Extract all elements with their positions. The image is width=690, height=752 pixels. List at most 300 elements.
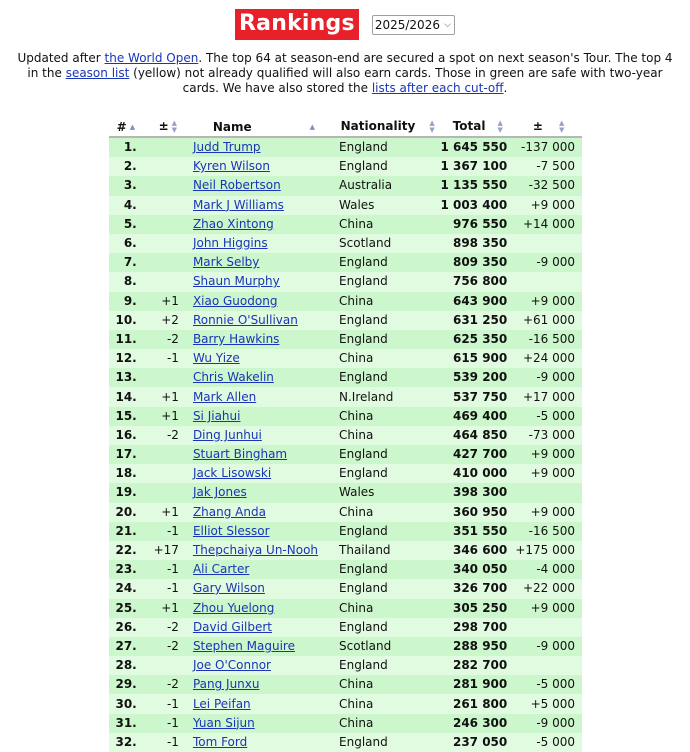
rank-position-cell: [109, 560, 143, 579]
player-name-cell: [193, 292, 335, 311]
points-diff: [515, 483, 582, 502]
total-points: 469 400: [440, 407, 515, 426]
player-nationality: China: [335, 407, 440, 426]
player-name-cell: [193, 234, 335, 253]
player-nationality: England: [335, 368, 440, 387]
rank-position-cell: [109, 445, 143, 464]
rank-position: 8.: [123, 274, 137, 289]
player-nationality: China: [335, 426, 440, 445]
total-points: 427 700: [440, 445, 515, 464]
rank-position: 29.: [115, 677, 137, 692]
player-name-cell: [193, 714, 335, 733]
player-name-link[interactable]: Mark Selby: [192, 255, 260, 270]
table-header-row: [109, 117, 582, 137]
rank-change: -2: [143, 618, 193, 637]
column-header-name[interactable]: [193, 117, 335, 137]
column-header-label: Nationality: [340, 119, 416, 134]
rank-position: 2.: [123, 159, 137, 174]
table-row: [109, 349, 582, 368]
rank-change: -1: [143, 522, 193, 541]
rank-position: 22.: [115, 543, 137, 558]
rank-position-cell: [109, 407, 143, 426]
rank-position-cell: [109, 464, 143, 483]
rank-position: 11.: [115, 331, 137, 346]
column-header-nationality[interactable]: [335, 117, 440, 137]
points-diff: [515, 272, 582, 291]
player-name-link[interactable]: Jak Jones: [192, 485, 247, 500]
rank-change: -2: [143, 675, 193, 694]
table-row: [109, 445, 582, 464]
player-nationality: Thailand: [335, 541, 440, 560]
player-name-cell: [193, 579, 335, 598]
points-diff: -5 000: [515, 733, 582, 752]
player-nationality: England: [335, 272, 440, 291]
rank-position-cell: [109, 196, 143, 215]
table-row: [109, 426, 582, 445]
player-name-link[interactable]: Mark Allen: [192, 389, 257, 404]
sort-both-icon: ▲ ▼: [558, 118, 565, 134]
player-nationality: England: [335, 656, 440, 675]
player-name-cell: [193, 483, 335, 502]
total-points: 1 645 550: [440, 137, 515, 157]
player-nationality: England: [335, 311, 440, 330]
column-header-total[interactable]: [440, 117, 515, 137]
rank-position-cell: [109, 311, 143, 330]
total-points: 898 350: [440, 234, 515, 253]
total-points: 346 600: [440, 541, 515, 560]
player-name-cell: [193, 349, 335, 368]
column-header-label: ±: [158, 119, 169, 134]
player-nationality: England: [335, 445, 440, 464]
table-row: [109, 522, 582, 541]
player-name-link[interactable]: Barry Hawkins: [192, 331, 280, 346]
rank-position: 10.: [115, 312, 137, 327]
total-points: 305 250: [440, 599, 515, 618]
player-name-cell: [193, 407, 335, 426]
points-diff: -16 500: [515, 330, 582, 349]
player-nationality: England: [335, 137, 440, 157]
chevron-down-icon: ⌵: [444, 19, 451, 30]
points-diff: [515, 656, 582, 675]
table-row: [109, 694, 582, 713]
rank-position-cell: [109, 387, 143, 406]
points-diff: +61 000: [515, 311, 582, 330]
rank-position-cell: [109, 503, 143, 522]
player-name-link[interactable]: David Gilbert: [192, 619, 273, 634]
player-nationality: England: [335, 157, 440, 176]
rank-position-cell: [109, 599, 143, 618]
player-name-cell: [193, 157, 335, 176]
points-diff: -9 000: [515, 253, 582, 272]
column-header-label: Name: [212, 119, 252, 134]
player-nationality: China: [335, 292, 440, 311]
rank-change: +1: [143, 503, 193, 522]
table-row: [109, 292, 582, 311]
total-points: 261 800: [440, 694, 515, 713]
table-row: [109, 714, 582, 733]
player-name-link[interactable]: Zhang Anda: [192, 504, 266, 519]
player-name-cell: [193, 599, 335, 618]
column-header-label: #: [116, 119, 127, 134]
table-row: [109, 272, 582, 291]
rank-change: [143, 272, 193, 291]
rank-position: 13.: [115, 370, 137, 385]
points-diff: +5 000: [515, 694, 582, 713]
table-row: [109, 579, 582, 598]
player-name-link[interactable]: Tom Ford: [192, 734, 248, 749]
total-points: 625 350: [440, 330, 515, 349]
rank-position: 31.: [115, 715, 137, 730]
player-name-link[interactable]: Shaun Murphy: [192, 274, 280, 289]
page-title: Rankings: [235, 9, 359, 40]
rank-position: 30.: [115, 696, 137, 711]
table-row: [109, 137, 582, 157]
player-name-link[interactable]: Chris Wakelin: [192, 370, 274, 385]
rank-change: -1: [143, 349, 193, 368]
player-name-link[interactable]: Kyren Wilson: [192, 159, 270, 174]
rank-change: [143, 176, 193, 195]
rank-position-cell: [109, 733, 143, 752]
rank-position-cell: [109, 522, 143, 541]
total-points: 539 200: [440, 368, 515, 387]
rank-position: 26.: [115, 619, 137, 634]
player-nationality: England: [335, 253, 440, 272]
player-nationality: China: [335, 503, 440, 522]
points-diff: [515, 618, 582, 637]
player-nationality: China: [335, 714, 440, 733]
player-nationality: China: [335, 694, 440, 713]
rank-change: [143, 196, 193, 215]
player-name-link[interactable]: Jack Lisowski: [192, 466, 272, 481]
player-name-link[interactable]: Zhou Yuelong: [192, 600, 275, 615]
points-diff: -5 000: [515, 407, 582, 426]
rank-position-cell: [109, 714, 143, 733]
table-row: [109, 196, 582, 215]
player-nationality: N.Ireland: [335, 387, 440, 406]
player-name-cell: [193, 503, 335, 522]
rank-position: 16.: [115, 427, 137, 442]
player-name-link[interactable]: Thepchaiya Un-Nooh: [192, 543, 319, 558]
rank-position: 19.: [115, 485, 137, 500]
player-name-link[interactable]: Ronnie O'Sullivan: [192, 312, 298, 327]
table-row: [109, 541, 582, 560]
rank-change: -1: [143, 579, 193, 598]
points-diff: +24 000: [515, 349, 582, 368]
total-points: 282 700: [440, 656, 515, 675]
total-points: 1 135 550: [440, 176, 515, 195]
rank-change: [143, 157, 193, 176]
player-name-link[interactable]: Gary Wilson: [192, 581, 265, 596]
rank-position-cell: [109, 330, 143, 349]
rank-change: [143, 234, 193, 253]
points-diff: -73 000: [515, 426, 582, 445]
table-row: [109, 311, 582, 330]
points-diff: +14 000: [515, 215, 582, 234]
player-name-link[interactable]: Elliot Slessor: [192, 523, 270, 538]
player-name-link[interactable]: Neil Robertson: [192, 178, 281, 193]
rank-position-cell: [109, 272, 143, 291]
rank-position: 25.: [115, 600, 137, 615]
intro-text-part: (yellow) not already qualified will also earn cards. Those in green are safe with two-year cards. We have also stored the: [129, 66, 663, 95]
rank-change: [143, 368, 193, 387]
sort-both-icon: ▲ ▼: [497, 118, 503, 134]
rank-position-cell: [109, 637, 143, 656]
season-select-value: 2025/2026: [374, 17, 440, 32]
rank-change: -2: [143, 330, 193, 349]
sort-both-icon: ▲ ▼: [429, 118, 435, 134]
player-name-cell: [193, 253, 335, 272]
points-diff: -7 500: [515, 157, 582, 176]
player-name-cell: [193, 694, 335, 713]
player-nationality: England: [335, 618, 440, 637]
points-diff: -32 500: [515, 176, 582, 195]
rank-change: +1: [143, 407, 193, 426]
table-row: [109, 330, 582, 349]
player-name-link[interactable]: Ali Carter: [192, 562, 250, 577]
total-points: 410 000: [440, 464, 515, 483]
points-diff: -137 000: [515, 137, 582, 157]
rank-position: 14.: [115, 389, 137, 404]
points-diff: -16 500: [515, 522, 582, 541]
points-diff: [515, 234, 582, 253]
player-name-cell: [193, 330, 335, 349]
player-name-link[interactable]: Joe O'Connor: [192, 658, 271, 673]
player-name-link[interactable]: Stephen Maguire: [192, 638, 295, 653]
rank-position: 9.: [123, 293, 137, 308]
player-nationality: China: [335, 599, 440, 618]
rank-position-cell: [109, 675, 143, 694]
rank-position-cell: [109, 176, 143, 195]
player-nationality: Wales: [335, 196, 440, 215]
points-diff: -4 000: [515, 560, 582, 579]
player-nationality: Scotland: [335, 637, 440, 656]
intro-text-part: . The top 64 at season-end are secured a spot on next season's Tour. The top 4 in the: [27, 51, 673, 80]
total-points: 756 800: [440, 272, 515, 291]
total-points: 360 950: [440, 503, 515, 522]
player-name-link[interactable]: Stuart Bingham: [192, 447, 288, 462]
table-row: [109, 483, 582, 502]
total-points: 246 300: [440, 714, 515, 733]
rank-position: 1.: [123, 140, 137, 155]
total-points: 398 300: [440, 483, 515, 502]
player-name-cell: [193, 637, 335, 656]
table-row: [109, 368, 582, 387]
player-name-link[interactable]: Judd Trump: [192, 140, 261, 155]
player-name-cell: [193, 733, 335, 752]
page-header: [0, 9, 690, 41]
rank-change: +1: [143, 387, 193, 406]
table-row: [109, 503, 582, 522]
column-header-change[interactable]: [143, 117, 193, 137]
player-name-cell: [193, 560, 335, 579]
points-diff: +9 000: [515, 196, 582, 215]
player-name-cell: [193, 464, 335, 483]
rank-change: [143, 137, 193, 157]
player-name-cell: [193, 196, 335, 215]
player-name-cell: [193, 656, 335, 675]
rank-position: 28.: [115, 658, 137, 673]
column-header-label: Total: [452, 119, 486, 134]
rank-change: -1: [143, 560, 193, 579]
rank-position-cell: [109, 483, 143, 502]
rank-position: 21.: [115, 523, 137, 538]
rank-change: -1: [143, 694, 193, 713]
column-header-label: ±: [532, 119, 543, 134]
total-points: 298 700: [440, 618, 515, 637]
player-name-cell: [193, 675, 335, 694]
total-points: 809 350: [440, 253, 515, 272]
player-nationality: England: [335, 733, 440, 752]
total-points: 340 050: [440, 560, 515, 579]
points-diff: -9 000: [515, 714, 582, 733]
points-diff: +22 000: [515, 579, 582, 598]
sort-asc-icon: ▲: [129, 122, 136, 131]
table-row: [109, 387, 582, 406]
table-row: [109, 157, 582, 176]
rank-position: 20.: [115, 504, 137, 519]
points-diff: +9 000: [515, 292, 582, 311]
points-diff: +17 000: [515, 387, 582, 406]
intro-text-part: .: [503, 81, 508, 95]
total-points: 288 950: [440, 637, 515, 656]
player-nationality: Scotland: [335, 234, 440, 253]
table-row: [109, 253, 582, 272]
rank-change: [143, 464, 193, 483]
cutoff-lists-link[interactable]: lists after each cut-off: [371, 81, 504, 95]
points-diff: -9 000: [515, 637, 582, 656]
player-nationality: Australia: [335, 176, 440, 195]
points-diff: +9 000: [515, 503, 582, 522]
rank-change: [143, 445, 193, 464]
rankings-table-body: [109, 137, 582, 752]
total-points: 351 550: [440, 522, 515, 541]
rank-position-cell: [109, 157, 143, 176]
sort-both-icon: ▲ ▼: [171, 118, 178, 134]
player-name-link[interactable]: Wu Yize: [192, 351, 240, 366]
table-row: [109, 675, 582, 694]
player-name-link[interactable]: Zhao Xintong: [192, 216, 274, 231]
player-name-cell: [193, 522, 335, 541]
column-header-diff[interactable]: [515, 117, 582, 137]
rank-change: [143, 253, 193, 272]
rank-change: -1: [143, 714, 193, 733]
player-nationality: China: [335, 215, 440, 234]
player-name-link[interactable]: Pang Junxu: [192, 677, 260, 692]
rank-position: 23.: [115, 562, 137, 577]
intro-text-part: Updated after: [17, 51, 105, 65]
table-row: [109, 215, 582, 234]
rank-position: 17.: [115, 447, 137, 462]
player-name-link[interactable]: Lei Peifan: [192, 696, 251, 711]
rank-position-cell: [109, 253, 143, 272]
player-name-cell: [193, 541, 335, 560]
player-nationality: England: [335, 330, 440, 349]
points-diff: -9 000: [515, 368, 582, 387]
table-row: [109, 464, 582, 483]
rank-position: 24.: [115, 581, 137, 596]
player-name-link[interactable]: Ding Junhui: [192, 427, 262, 442]
rank-change: -1: [143, 733, 193, 752]
player-nationality: England: [335, 522, 440, 541]
player-nationality: China: [335, 675, 440, 694]
total-points: 464 850: [440, 426, 515, 445]
points-diff: +175 000: [515, 541, 582, 560]
table-row: [109, 656, 582, 675]
rank-change: [143, 483, 193, 502]
total-points: 643 900: [440, 292, 515, 311]
rank-position-cell: [109, 234, 143, 253]
player-name-cell: [193, 176, 335, 195]
player-nationality: China: [335, 349, 440, 368]
player-nationality: England: [335, 579, 440, 598]
column-header-position[interactable]: [109, 117, 143, 137]
rank-position-cell: [109, 349, 143, 368]
rank-change: +2: [143, 311, 193, 330]
rank-position: 18.: [115, 466, 137, 481]
player-name-link[interactable]: Si Jiahui: [192, 408, 241, 423]
total-points: 326 700: [440, 579, 515, 598]
season-list-link[interactable]: season list: [65, 66, 130, 80]
rankings-table: [109, 117, 582, 752]
season-select[interactable]: [372, 15, 455, 35]
rank-position-cell: [109, 292, 143, 311]
points-diff: +9 000: [515, 445, 582, 464]
player-name-cell: [193, 445, 335, 464]
points-diff: -5 000: [515, 675, 582, 694]
table-row: [109, 560, 582, 579]
rank-change: [143, 215, 193, 234]
rank-position-cell: [109, 368, 143, 387]
total-points: 537 750: [440, 387, 515, 406]
points-diff: +9 000: [515, 599, 582, 618]
rank-position: 7.: [123, 255, 137, 270]
player-name-link[interactable]: John Higgins: [192, 236, 268, 251]
rank-change: -2: [143, 426, 193, 445]
player-name-link[interactable]: Xiao Guodong: [192, 293, 278, 308]
table-row: [109, 176, 582, 195]
player-name-cell: [193, 272, 335, 291]
sort-asc-icon: ▲: [309, 122, 316, 131]
table-row: [109, 733, 582, 752]
player-name-cell: [193, 618, 335, 637]
player-name-cell: [193, 426, 335, 445]
rank-change: +17: [143, 541, 193, 560]
rank-position-cell: [109, 618, 143, 637]
total-points: 281 900: [440, 675, 515, 694]
points-diff: +9 000: [515, 464, 582, 483]
rank-position-cell: [109, 541, 143, 560]
rank-position: 5.: [123, 216, 137, 231]
player-name-cell: [193, 137, 335, 157]
rank-change: +1: [143, 292, 193, 311]
player-name-link[interactable]: Yuan Sijun: [192, 715, 255, 730]
player-name-link[interactable]: Mark J Williams: [192, 197, 284, 212]
table-row: [109, 234, 582, 253]
total-points: 1 367 100: [440, 157, 515, 176]
world-open-link[interactable]: the World Open: [104, 51, 199, 65]
total-points: 631 250: [440, 311, 515, 330]
total-points: 237 050: [440, 733, 515, 752]
rank-position: 12.: [115, 351, 137, 366]
table-row: [109, 599, 582, 618]
rank-position: 3.: [123, 178, 137, 193]
total-points: 615 900: [440, 349, 515, 368]
rank-change: [143, 656, 193, 675]
player-name-cell: [193, 368, 335, 387]
rank-position-cell: [109, 426, 143, 445]
rank-position: 15.: [115, 408, 137, 423]
player-nationality: England: [335, 560, 440, 579]
